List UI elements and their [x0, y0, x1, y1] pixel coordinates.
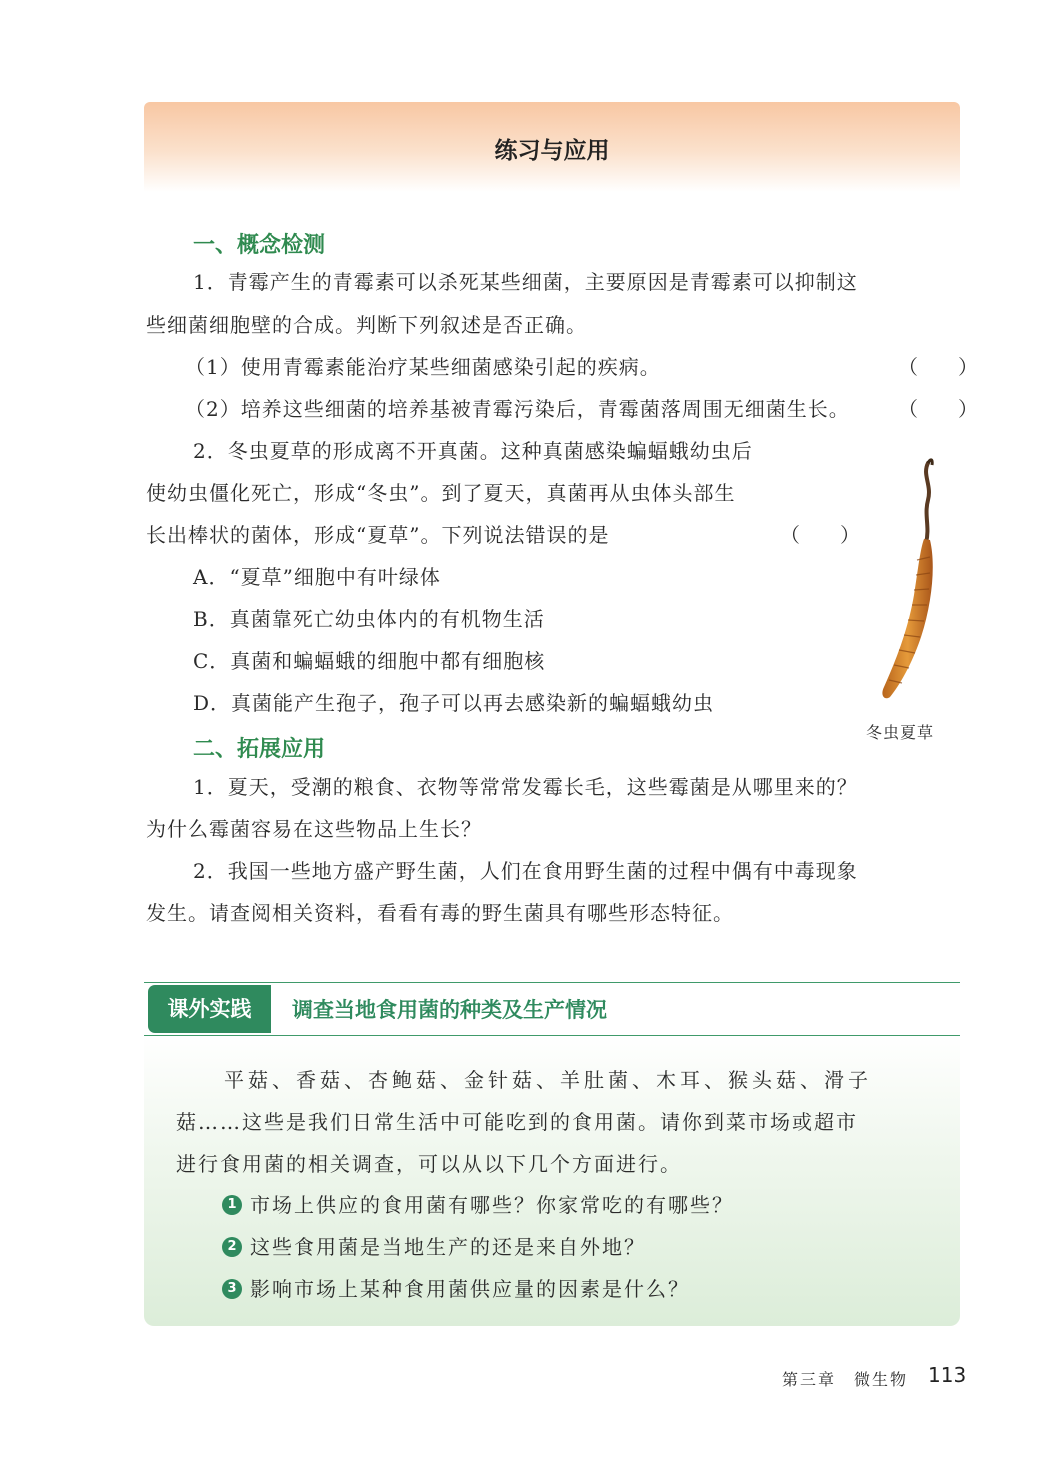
- q1-subitem-1: （1）使用青霉素能治疗某些细菌感染引起的疾病。: [185, 355, 661, 379]
- q1-text-line1: 1．青霉产生的青霉素可以杀死某些细菌，主要原因是青霉素可以抑制这: [193, 270, 858, 294]
- ext-q2-line2: 发生。请查阅相关资料，看看有毒的野生菌具有哪些形态特征。: [146, 901, 734, 925]
- q2-answer-paren: （ ）: [780, 523, 860, 547]
- practice-item-2-number: 2: [222, 1237, 242, 1257]
- cordyceps-caption: 冬虫夏草: [866, 723, 935, 742]
- ext-q1-line2: 为什么霉菌容易在这些物品上生长？: [146, 817, 482, 841]
- practice-item-1: 市场上供应的食用菌有哪些？你家常吃的有哪些？: [250, 1193, 734, 1217]
- practice-label: 课外实践: [148, 985, 271, 1033]
- section-title-extended-application: 二、拓展应用: [193, 737, 326, 762]
- ext-q2-line1: 2．我国一些地方盛产野生菌，人们在食用野生菌的过程中偶有中毒现象: [193, 859, 858, 883]
- q2-text-line1: 2．冬虫夏草的形成离不开真菌。这种真菌感染蝙蝠蛾幼虫后: [193, 439, 753, 463]
- practice-item-3-number: 3: [222, 1279, 242, 1299]
- exercise-header-title: 练习与应用: [494, 138, 610, 164]
- exercise-header-banner: [144, 102, 960, 192]
- ext-q1-line1: 1．夏天，受潮的粮食、衣物等常常发霉长毛，这些霉菌是从哪里来的？: [193, 775, 858, 799]
- q1-subitem-1-answer-paren: （ ）: [898, 355, 978, 379]
- practice-text-line2: 菇……这些是我们日常生活中可能吃到的食用菌。请你到菜市场或超市: [176, 1110, 858, 1134]
- q1-text-line2: 些细菌细胞壁的合成。判断下列叙述是否正确。: [146, 313, 587, 337]
- practice-item-1-number: 1: [222, 1195, 242, 1215]
- practice-title: 调查当地食用菌的种类及生产情况: [292, 998, 607, 1022]
- q1-subitem-2: （2）培养这些细菌的培养基被青霉污染后，青霉菌落周围无细菌生长。: [185, 397, 850, 421]
- practice-text-line1: 平菇、香菇、杏鲍菇、金针菇、羊肚菌、木耳、猴头菇、滑子: [224, 1068, 872, 1092]
- q2-option-b: B．真菌靠死亡幼虫体内的有机物生活: [193, 607, 545, 631]
- practice-text-line3: 进行食用菌的相关调查，可以从以下几个方面进行。: [176, 1152, 682, 1176]
- q2-text-line2: 使幼虫僵化死亡，形成“冬虫”。到了夏天，真菌再从虫体头部生: [146, 481, 736, 505]
- practice-item-3: 影响市场上某种食用菌供应量的因素是什么？: [250, 1277, 690, 1301]
- practice-item-2: 这些食用菌是当地生产的还是来自外地？: [250, 1235, 646, 1259]
- footer-chapter: 第三章 微生物: [782, 1370, 909, 1389]
- q2-text-line3: 长出棒状的菌体，形成“夏草”。下列说法错误的是: [146, 523, 610, 547]
- section-title-concept-check: 一、概念检测: [193, 233, 326, 258]
- q1-subitem-2-answer-paren: （ ）: [898, 397, 978, 421]
- q2-option-a: A．“夏草”细胞中有叶绿体: [193, 565, 441, 589]
- q2-option-c: C．真菌和蝙蝠蛾的细胞中都有细胞核: [193, 649, 546, 673]
- page-number: 113: [928, 1363, 967, 1387]
- q2-option-d: D．真菌能产生孢子，孢子可以再去感染新的蝙蝠蛾幼虫: [193, 691, 715, 715]
- cordyceps-image: [870, 455, 950, 705]
